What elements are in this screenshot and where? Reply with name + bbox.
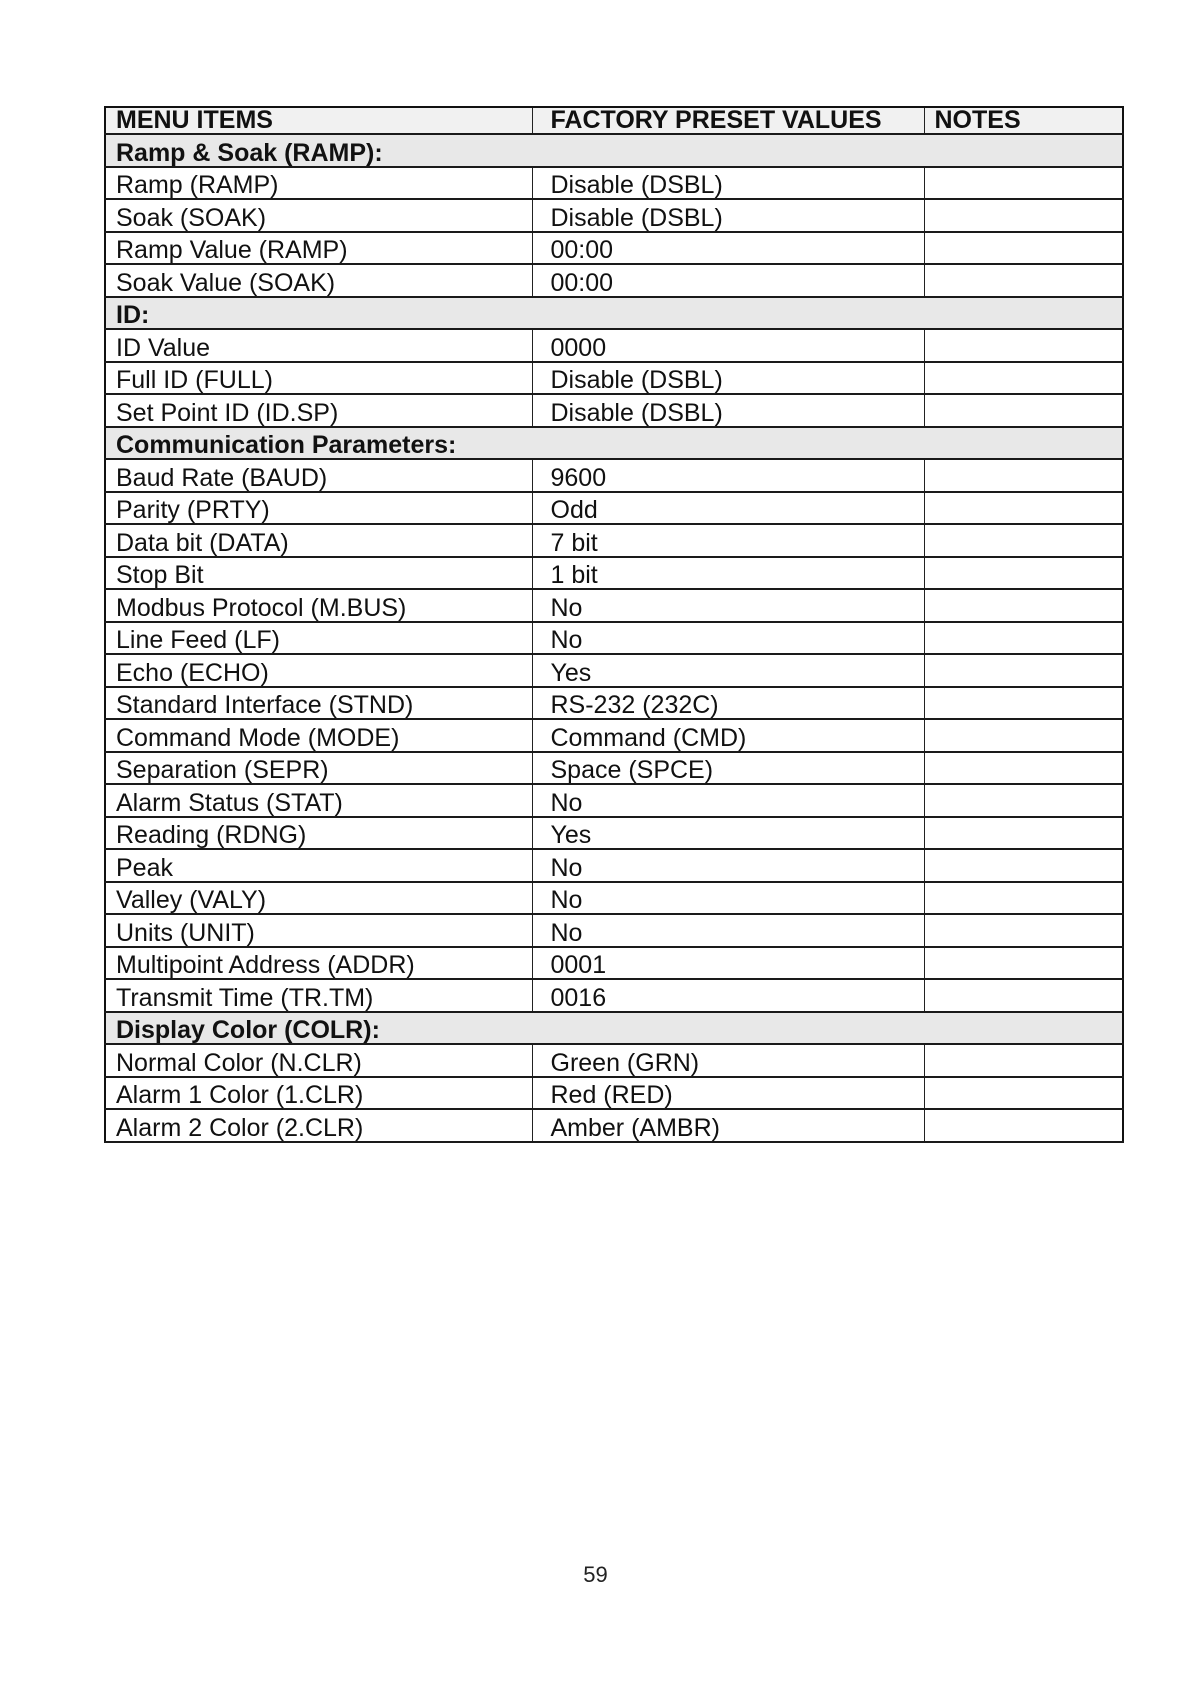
- table-row: [105, 687, 1123, 720]
- notes-cell: [924, 459, 1123, 492]
- notes-cell: [924, 264, 1123, 297]
- section-title: Display Color (COLR):: [105, 1012, 1123, 1045]
- menu-item-cell: Soak Value (SOAK): [105, 264, 532, 297]
- table-row: [105, 914, 1123, 947]
- preset-value-cell: 00:00: [532, 264, 924, 297]
- preset-value-cell: Space (SPCE): [532, 752, 924, 785]
- section-title: ID:: [105, 297, 1123, 330]
- table-row: [105, 719, 1123, 752]
- preset-value-cell: No: [532, 784, 924, 817]
- table-row: [105, 264, 1123, 297]
- notes-cell: [924, 784, 1123, 817]
- notes-cell: [924, 914, 1123, 947]
- menu-item-cell: Peak: [105, 849, 532, 882]
- menu-item-cell: Echo (ECHO): [105, 654, 532, 687]
- section-header-row: [105, 427, 1123, 460]
- notes-cell: [924, 687, 1123, 720]
- preset-value-cell: 00:00: [532, 232, 924, 265]
- preset-value-cell: Red (RED): [532, 1077, 924, 1110]
- table-row: [105, 817, 1123, 850]
- preset-value-cell: Yes: [532, 817, 924, 850]
- menu-item-cell: Standard Interface (STND): [105, 687, 532, 720]
- menu-item-cell: ID Value: [105, 329, 532, 362]
- menu-item-cell: Stop Bit: [105, 557, 532, 590]
- notes-cell: [924, 199, 1123, 232]
- notes-cell: [924, 947, 1123, 980]
- table-header-row: [105, 107, 1123, 134]
- notes-cell: [924, 817, 1123, 850]
- menu-item-cell: Valley (VALY): [105, 882, 532, 915]
- preset-value-cell: 0000: [532, 329, 924, 362]
- table-row: [105, 1077, 1123, 1110]
- preset-value-cell: No: [532, 589, 924, 622]
- section-title: Ramp & Soak (RAMP):: [105, 134, 1123, 167]
- notes-cell: [924, 557, 1123, 590]
- preset-value-cell: 0001: [532, 947, 924, 980]
- table-row: [105, 329, 1123, 362]
- notes-cell: [924, 329, 1123, 362]
- menu-item-cell: Set Point ID (ID.SP): [105, 394, 532, 427]
- preset-value-cell: Odd: [532, 492, 924, 525]
- table-row: [105, 654, 1123, 687]
- preset-value-cell: No: [532, 849, 924, 882]
- table-row: [105, 1044, 1123, 1077]
- table-row: [105, 1109, 1123, 1142]
- table-row: [105, 459, 1123, 492]
- table-row: [105, 622, 1123, 655]
- section-header-row: [105, 134, 1123, 167]
- menu-item-cell: Normal Color (N.CLR): [105, 1044, 532, 1077]
- notes-cell: [924, 849, 1123, 882]
- notes-cell: [924, 882, 1123, 915]
- preset-value-cell: 7 bit: [532, 524, 924, 557]
- menu-item-cell: Alarm Status (STAT): [105, 784, 532, 817]
- menu-item-cell: Units (UNIT): [105, 914, 532, 947]
- preset-value-cell: Disable (DSBL): [532, 362, 924, 395]
- table-row: [105, 167, 1123, 200]
- table-row: [105, 947, 1123, 980]
- preset-value-cell: Command (CMD): [532, 719, 924, 752]
- table-row: [105, 394, 1123, 427]
- section-header-row: [105, 1012, 1123, 1045]
- table-row: [105, 557, 1123, 590]
- preset-value-cell: 9600: [532, 459, 924, 492]
- preset-value-cell: RS-232 (232C): [532, 687, 924, 720]
- preset-value-cell: Disable (DSBL): [532, 394, 924, 427]
- preset-value-cell: 0016: [532, 979, 924, 1012]
- notes-cell: [924, 167, 1123, 200]
- menu-item-cell: Ramp Value (RAMP): [105, 232, 532, 265]
- menu-item-cell: Line Feed (LF): [105, 622, 532, 655]
- preset-value-cell: Green (GRN): [532, 1044, 924, 1077]
- table-row: [105, 589, 1123, 622]
- menu-item-cell: Reading (RDNG): [105, 817, 532, 850]
- preset-value-cell: No: [532, 622, 924, 655]
- table-row: [105, 232, 1123, 265]
- preset-value-cell: Disable (DSBL): [532, 167, 924, 200]
- menu-item-cell: Parity (PRTY): [105, 492, 532, 525]
- notes-cell: [924, 232, 1123, 265]
- notes-cell: [924, 524, 1123, 557]
- menu-item-cell: Command Mode (MODE): [105, 719, 532, 752]
- notes-cell: [924, 1077, 1123, 1110]
- menu-item-cell: Ramp (RAMP): [105, 167, 532, 200]
- table-row: [105, 849, 1123, 882]
- header-menu-items: MENU ITEMS: [105, 107, 532, 134]
- factory-preset-table: [104, 106, 1124, 1143]
- table-row: [105, 882, 1123, 915]
- notes-cell: [924, 622, 1123, 655]
- notes-cell: [924, 394, 1123, 427]
- notes-cell: [924, 362, 1123, 395]
- header-factory-preset-values: FACTORY PRESET VALUES: [532, 107, 924, 134]
- menu-item-cell: Data bit (DATA): [105, 524, 532, 557]
- menu-item-cell: Alarm 2 Color (2.CLR): [105, 1109, 532, 1142]
- notes-cell: [924, 492, 1123, 525]
- notes-cell: [924, 1044, 1123, 1077]
- notes-cell: [924, 654, 1123, 687]
- header-notes: NOTES: [924, 107, 1123, 134]
- menu-item-cell: Full ID (FULL): [105, 362, 532, 395]
- table-row: [105, 492, 1123, 525]
- table-row: [105, 362, 1123, 395]
- preset-value-cell: 1 bit: [532, 557, 924, 590]
- table-row: [105, 979, 1123, 1012]
- menu-item-cell: Alarm 1 Color (1.CLR): [105, 1077, 532, 1110]
- notes-cell: [924, 719, 1123, 752]
- preset-value-cell: Amber (AMBR): [532, 1109, 924, 1142]
- menu-item-cell: Soak (SOAK): [105, 199, 532, 232]
- table-row: [105, 524, 1123, 557]
- menu-item-cell: Baud Rate (BAUD): [105, 459, 532, 492]
- menu-item-cell: Transmit Time (TR.TM): [105, 979, 532, 1012]
- page-number: 59: [583, 1562, 608, 1587]
- preset-value-cell: Yes: [532, 654, 924, 687]
- preset-value-cell: No: [532, 882, 924, 915]
- notes-cell: [924, 979, 1123, 1012]
- section-title: Communication Parameters:: [105, 427, 1123, 460]
- notes-cell: [924, 1109, 1123, 1142]
- preset-value-cell: Disable (DSBL): [532, 199, 924, 232]
- preset-value-cell: No: [532, 914, 924, 947]
- notes-cell: [924, 589, 1123, 622]
- menu-item-cell: Modbus Protocol (M.BUS): [105, 589, 532, 622]
- table-row: [105, 199, 1123, 232]
- menu-item-cell: Multipoint Address (ADDR): [105, 947, 532, 980]
- table-row: [105, 784, 1123, 817]
- table-row: [105, 752, 1123, 785]
- menu-item-cell: Separation (SEPR): [105, 752, 532, 785]
- section-header-row: [105, 297, 1123, 330]
- notes-cell: [924, 752, 1123, 785]
